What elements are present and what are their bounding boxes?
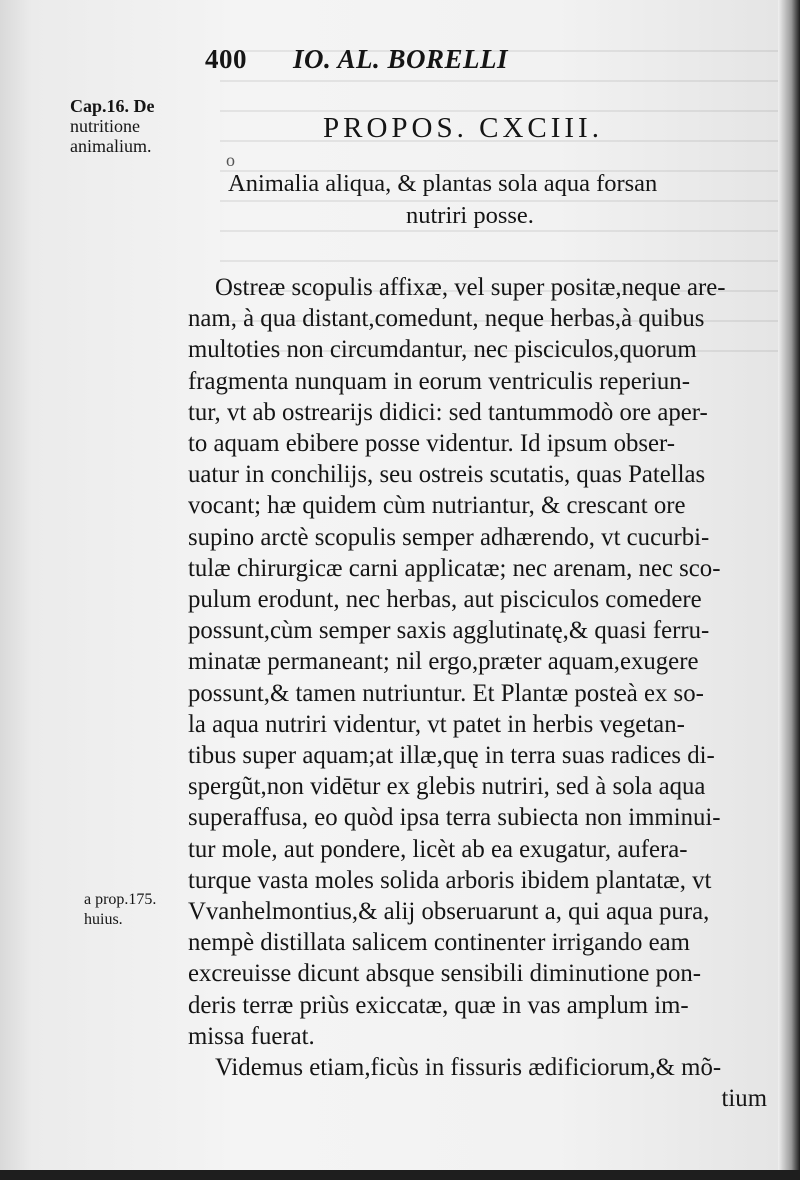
scan-border xyxy=(0,1170,800,1180)
running-title: IO. AL. BORELLI xyxy=(293,44,509,74)
text-line: minatæ permaneant; nil ergo,præter aquam,exugere xyxy=(188,648,699,676)
text-line: nempè distillata salicem continenter irrigando eam xyxy=(188,929,690,957)
margin-note-chapter xyxy=(70,96,155,156)
page-number: 400 xyxy=(205,44,247,74)
statement-line: Animalia aliqua, & plantas sola aqua forsan xyxy=(228,170,658,197)
margin-note-line: Cap.16. De xyxy=(70,96,155,116)
margin-note-reference xyxy=(84,890,156,930)
text-line: la aqua nutriri videntur, vt patet in herbis vegetan- xyxy=(188,710,685,738)
proposition-statement xyxy=(228,168,773,232)
text-line: deris terræ priùs exiccatæ, quæ in vas amplum im- xyxy=(188,991,689,1019)
text-line: uatur in conchilijs, seu ostreis scutatis, quas Patellas xyxy=(188,461,706,489)
body-text xyxy=(188,272,773,1114)
text-line: vocant; hæ quidem cùm nutriantur, & crescant ore xyxy=(188,492,686,520)
text-line: nam, à qua distant,comedunt, neque herbas,à quibus xyxy=(188,305,705,333)
text-line: spergũt,non vidētur ex glebis nutriri, sed à sola aqua xyxy=(188,773,706,801)
text-line: multoties non circumdantur, nec pisciculos,quorum xyxy=(188,336,697,364)
margin-note-line: huius. xyxy=(84,911,123,928)
margin-note-line: a prop.175. xyxy=(84,891,157,908)
text-line: Ostreæ scopulis affixæ, vel super positæ,neque are- xyxy=(215,274,726,301)
text-line: possunt,& tamen nutriuntur. Et Plantæ posteà ex so- xyxy=(188,679,704,707)
text-line: tulæ chirurgicæ carni applicatæ; nec arenam, nec sco- xyxy=(188,554,721,582)
text-line: turque vasta moles solida arboris ibidem plantatæ, vt xyxy=(188,866,712,894)
margin-note-line: nutritione xyxy=(70,116,140,136)
text-line: pulum erodunt, nec herbas, aut pisciculos comedere xyxy=(188,586,702,614)
statement-line: nutriri posse. xyxy=(406,202,534,229)
running-head xyxy=(205,44,508,75)
text-line: Vvanhelmontius,& alij obseruarunt a, qui aqua pura, xyxy=(188,898,710,926)
text-line: tibus super aquam;at illæ,quę in terra suas radices di- xyxy=(188,742,715,770)
text-line: supino arctè scopulis semper adhærendo, vt cucurbi- xyxy=(188,523,710,551)
catchword: tium xyxy=(721,1085,767,1113)
proposition-heading: PROPOS. CXCIII. xyxy=(323,112,603,144)
text-line: Videmus etiam,ficùs in fissuris ædificiorum,& mõ- xyxy=(215,1054,722,1082)
text-line: superaffusa, eo quòd ipsa terra subiecta non imminui- xyxy=(188,804,721,832)
stray-mark: o xyxy=(226,150,235,170)
text-line: fragmenta nunquam in eorum ventriculis reperiun- xyxy=(188,367,690,395)
text-line: missa fuerat. xyxy=(188,1022,315,1050)
text-line: tur, vt ab ostrearijs didici: sed tantummodò ore aper- xyxy=(188,398,708,426)
text-line: to aquam ebibere posse videntur. Id ipsum obser- xyxy=(188,430,676,458)
text-line: possunt,cùm semper saxis agglutinatę,& quasi ferru- xyxy=(188,617,710,645)
margin-note-line: animalium. xyxy=(70,136,152,156)
page-edge-shadow xyxy=(778,0,800,1180)
text-line: tur mole, aut pondere, licèt ab ea exugatur, aufera- xyxy=(188,835,688,863)
text-line: excreuisse dicunt absque sensibili diminutione pon- xyxy=(188,960,702,988)
